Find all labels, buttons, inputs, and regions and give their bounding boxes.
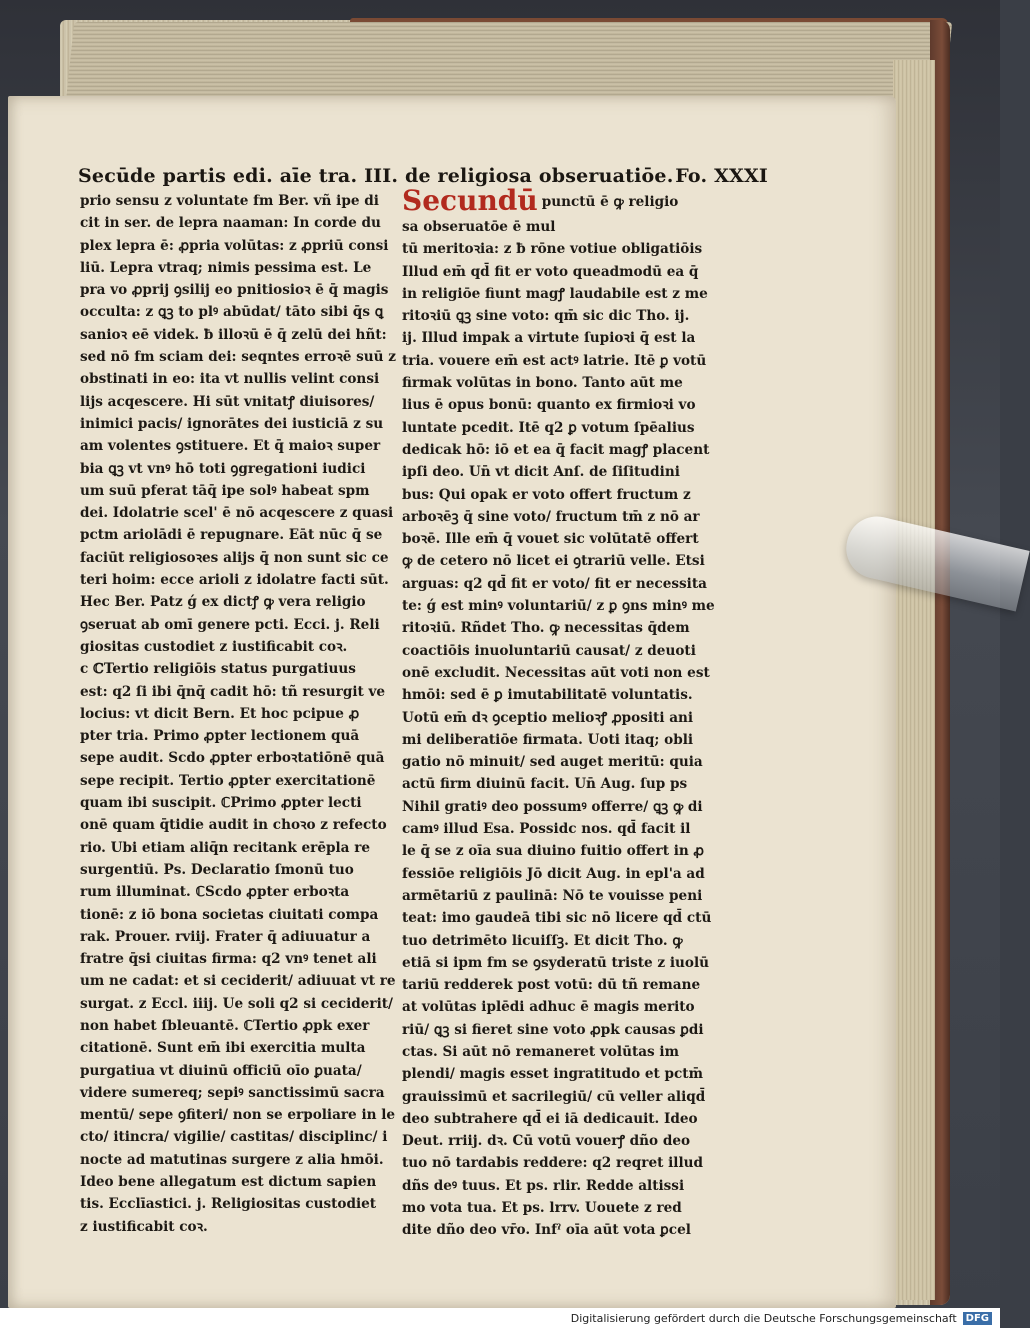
text-line: dei. Idolatrie scel' ē nō acqescere z quasi bbox=[80, 505, 394, 522]
text-line: pctm ariolādi ē repugnare. Eāt nūc q̄ se bbox=[80, 527, 383, 544]
text-line: fessiōe religiōis Jō dicit Aug. in epl'a ad bbox=[402, 865, 705, 882]
text-line: nocte ad matutinas surgere z alia hmōi. bbox=[80, 1151, 384, 1168]
text-line: dñs deꝰ tuus. Et ps. rlir. Redde altissi bbox=[402, 1177, 685, 1194]
text-line: lijs acqescere. Hi sūt vnitatꝭ diuisores/ bbox=[80, 393, 375, 410]
left-text-column bbox=[80, 190, 410, 1235]
text-line: onē quam q̄tidie audit in choꝛo z refecto bbox=[80, 817, 387, 834]
text-line: Hec Ber. Patz ǵ ex dictꝭ ꝙ vera religio bbox=[80, 594, 366, 611]
text-line: Deut. rriij. dꝛ. Cū votū vouerꝭ dño deo bbox=[402, 1133, 691, 1150]
text-line: cto/ itincra/ vigilie/ castitas/ disciplinc/ i bbox=[80, 1129, 388, 1146]
text-line: prio sensu z voluntate fm Ber. vñ ipe di bbox=[80, 193, 379, 209]
text-line: etiā si ipm fm se ꝯsyderatū triste z iuolū bbox=[402, 954, 710, 971]
text-line: rio. Ubi etiam aliq̄n recitank erēpla re bbox=[80, 839, 371, 856]
text-line: Nihil gratiꝰ deo possumꝰ offerre/ ꝗꝫ ꝙ di bbox=[402, 798, 703, 815]
text-line: ritoꝛiū ꝗꝫ sine voto: qm̄ sic dic Tho. ij. bbox=[402, 308, 690, 325]
text-line: teri hoim: ecce arioli z idolatre facti sūt. bbox=[80, 572, 389, 589]
text-line: mi deliberatiōe firmata. Uoti itaq; obli bbox=[402, 731, 694, 748]
text-line: tū meritoꝛia: z ƀ rōne votiue obligatiōis bbox=[402, 241, 703, 258]
text-line: um suū pferat tāq̄ ipe solꝰ habeat spm bbox=[80, 482, 370, 499]
text-line: surgentiū. Ps. Declaratio ſmonū tuo bbox=[80, 861, 354, 878]
text-line: actū firm diuinū facit. Un̄ Aug. ſup ps bbox=[402, 776, 688, 793]
text-line: non habet ſbleuantē. ℂTertio ꝓpk exer bbox=[80, 1017, 370, 1034]
text-line: boꝛē. Ille em̄ q̄ vouet sic volūtatē offert bbox=[402, 531, 699, 548]
text-line: deo subtrahere qd̄ ei iā dedicauit. Ideo bbox=[402, 1110, 698, 1127]
text-line: mentū/ sepe ꝯfiteri/ non se erpoliare in le bbox=[80, 1107, 396, 1124]
text-line: videre sumereq; sepiꝰ sanctissimū sacra bbox=[80, 1084, 385, 1101]
text-line: locius: vt dicit Bern. Et hoc pcipue ꝓ bbox=[80, 705, 360, 722]
initial-line-text: punctū ē ꝙ religio bbox=[541, 194, 679, 210]
text-line: ij. Illud impak a virtute ſupioꝛi q̄ est la bbox=[402, 330, 696, 347]
text-line: luntate pcedit. Itē q2 ꝑ votum ſpēalius bbox=[402, 419, 695, 436]
text-line: bia ꝗꝫ vt vnꝰ hō toti ꝯgregationi iudici bbox=[80, 460, 366, 477]
text-line: am volentes ꝯstituere. Et q̄ maioꝛ super bbox=[80, 438, 381, 455]
text-line: at volūtas iplēdi adhuc ē magis merito bbox=[402, 999, 695, 1016]
text-line: tis. Ecclīastici. j. Religiositas custodiet bbox=[80, 1196, 377, 1213]
text-line: camꝰ illud Esa. Possidc nos. qd̄ facit il bbox=[402, 821, 691, 838]
text-line: ꝯseruat ab omī genere pcti. Ecci. j. Reli bbox=[80, 616, 380, 633]
text-line: Illud em̄ qd̄ fit er voto queadmodū ea q̄ bbox=[402, 263, 699, 280]
text-line: lius ē opus bonū: quanto ex firmioꝛi vo bbox=[402, 397, 696, 414]
text-line: faciūt religiosoꝛes alijs q̄ non sunt sic ce bbox=[80, 549, 389, 566]
text-line: liū. Lepra vtraq; nimis pessima est. Le bbox=[80, 259, 372, 276]
rubricated-initial: Secundū bbox=[402, 184, 538, 217]
text-line: pter tria. Primo ꝓpter lectionem quā bbox=[80, 728, 360, 745]
dfg-logo-icon: DFG bbox=[963, 1312, 992, 1325]
text-line: rum illuminat. ℂScdo ꝓpter erboꝛta bbox=[80, 884, 350, 901]
text-line: quam ibi suscipit. ℂPrimo ꝓpter lecti bbox=[80, 795, 362, 812]
text-line: ꝙ de cetero nō licet ei ꝯtrariū velle. Etsi bbox=[402, 553, 705, 570]
text-line: sepe audit. Scdo ꝓpter erboꝛtatiōnē quā bbox=[80, 750, 385, 767]
page-stack-right bbox=[893, 60, 935, 1300]
running-title: Secūde partis edi. aīe tra. III. de religiosa obseruatiōe. bbox=[78, 165, 674, 187]
text-line: teat: imo gaudeā tibi sic nō licere qd̄ ctū bbox=[402, 910, 712, 927]
text-line: surgat. z Eccl. iiij. Ue soli q2 si ceciderit/ bbox=[80, 995, 393, 1012]
text-line: pra vo ꝓprij ꝯsilij eo pnitiosioꝛ ē q̄ magis bbox=[80, 282, 389, 299]
text-line: ctas. Si aūt nō remaneret volūtas im bbox=[402, 1043, 679, 1060]
text-line: riū/ ꝗꝫ si fieret sine voto ꝓpk causas ꝑdi bbox=[402, 1021, 704, 1038]
text-line: hmōi: sed ē ꝑ imutabilitatē voluntatis. bbox=[402, 687, 693, 704]
text-line: onē excludit. Necessitas aūt voti non est bbox=[402, 664, 710, 681]
text-line: rak. Prouer. rviij. Frater q̄ adiuuatur a bbox=[80, 928, 371, 945]
text-line: est: q2 ſi ibi q̄nq̄ cadit hō: tñ resurgit ve bbox=[80, 683, 386, 700]
page-stack-top bbox=[66, 22, 952, 102]
text-line: c ℂTertio religiōis status purgatiuus bbox=[80, 661, 356, 678]
text-line: citationē. Sunt em̄ ibi exercitia multa bbox=[80, 1040, 366, 1057]
text-line: tria. vouere em̄ est actꝰ latrie. Itē ꝑ votū bbox=[402, 352, 707, 369]
text-line: gatio nō minuit/ sed auget meritū: quia bbox=[402, 754, 703, 771]
right-text-column bbox=[402, 184, 752, 1239]
text-line: Uotū em̄ dꝛ ꝯceptio melioꝛꝭ ꝓpositi ani bbox=[402, 709, 694, 726]
text-line: plendi/ magis esset ingratitudo et pctm̄ bbox=[402, 1066, 703, 1083]
text-line: arguas: q2 qd̄ fit er voto/ fit er necessita bbox=[402, 575, 707, 592]
text-line: tuo detrimēto licuiſſꝫ. Et dicit Tho. ꝙ bbox=[402, 932, 683, 949]
text-line: sed nō fm sciam dei: seqntes erroꝛē suū z bbox=[80, 349, 397, 366]
text-line: fratre q̄si ciuitas firma: q2 vnꝰ tenet ali bbox=[80, 951, 377, 968]
text-line: sa obseruatōe ē mul bbox=[402, 219, 556, 235]
text-line: mo vota tua. Et ps. lrrv. Uouete z red bbox=[402, 1200, 682, 1217]
text-line: armētariū z paulinā: Nō te vouisse peni bbox=[402, 887, 703, 904]
text-line: firmak volūtas in bono. Tanto aūt me bbox=[402, 375, 683, 392]
text-line: tuo nō tardabis reddere: q2 reqret illud bbox=[402, 1155, 704, 1172]
folio-number: Fo. XXXI bbox=[675, 165, 768, 187]
text-line bbox=[402, 184, 752, 217]
text-line: sepe recipit. Tertio ꝓpter exercitationē bbox=[80, 772, 376, 789]
text-line: te: ǵ est minꝰ voluntariū/ z ꝑ ꝯns minꝰ me bbox=[402, 598, 715, 615]
text-line: plex lepra ē: ꝓpria volūtas: z ꝓpriū consi bbox=[80, 237, 389, 254]
text-line: occulta: z ꝗꝫ to plꝰ abūdat/ tāto sibi q̄s ꝗ bbox=[80, 304, 384, 321]
text-line: giositas custodiet z iustificabit coꝛ. bbox=[80, 638, 348, 655]
text-line: sanioꝛ eē videk. ƀ illoꝛū ē q̄ zelū dei hñt: bbox=[80, 326, 387, 343]
text-line: purgatiua vt diuinū officiū oīo ꝑuata/ bbox=[80, 1062, 362, 1079]
text-line: tariū redderek post votū: dū tñ remane bbox=[402, 977, 701, 994]
text-line: in religiōe fiunt magꝭ laudabile est z me bbox=[402, 285, 708, 302]
text-line: Ideo bene allegatum est dictum sapien bbox=[80, 1174, 377, 1191]
digitization-credit: Digitalisierung gefördert durch die Deutsche Forschungsgemeinschaft bbox=[570, 1311, 957, 1325]
text-line: dedicak hō: iō et ea q̄ facit magꝭ placent bbox=[402, 441, 710, 458]
text-line: z iustificabit coꝛ. bbox=[80, 1218, 208, 1235]
text-line: bus: Qui opak er voto offert fructum z bbox=[402, 486, 691, 503]
text-line: ipſi deo. Un̄ vt dicit Anſ. de ſiſitudini bbox=[402, 464, 680, 481]
text-line: grauissimū et sacrilegiū/ cū veller aliqd̄ bbox=[402, 1088, 706, 1105]
text-line: arboꝛēꝫ q̄ sine voto/ fructum tm̄ z nō ar bbox=[402, 508, 700, 525]
text-line: um ne cadat: et si ceciderit/ adiuuat vt re bbox=[80, 973, 396, 990]
text-line: obstinati in eo: ita vt nullis velint consi bbox=[80, 371, 380, 388]
footer-bar bbox=[0, 1308, 1000, 1328]
text-line: dite dño deo vr̄o. Infˀ oīa aūt vota ꝑcel bbox=[402, 1222, 691, 1239]
text-line: inimici pacis/ ignorātes dei iusticiā z su bbox=[80, 415, 384, 432]
text-line: tionē: z iō bona societas ciuitati compa bbox=[80, 906, 379, 923]
text-line: le q̄ se z oīa sua diuino fuitio offert in ꝓ bbox=[402, 843, 705, 860]
text-line: cit in ser. de lepra naaman: In corde du bbox=[80, 215, 381, 232]
text-line: ritoꝛiū. Rñdet Tho. ꝙ necessitas q̄dem bbox=[402, 620, 690, 637]
text-line: coactiōis inuoluntariū causat/ z deuoti bbox=[402, 642, 696, 659]
